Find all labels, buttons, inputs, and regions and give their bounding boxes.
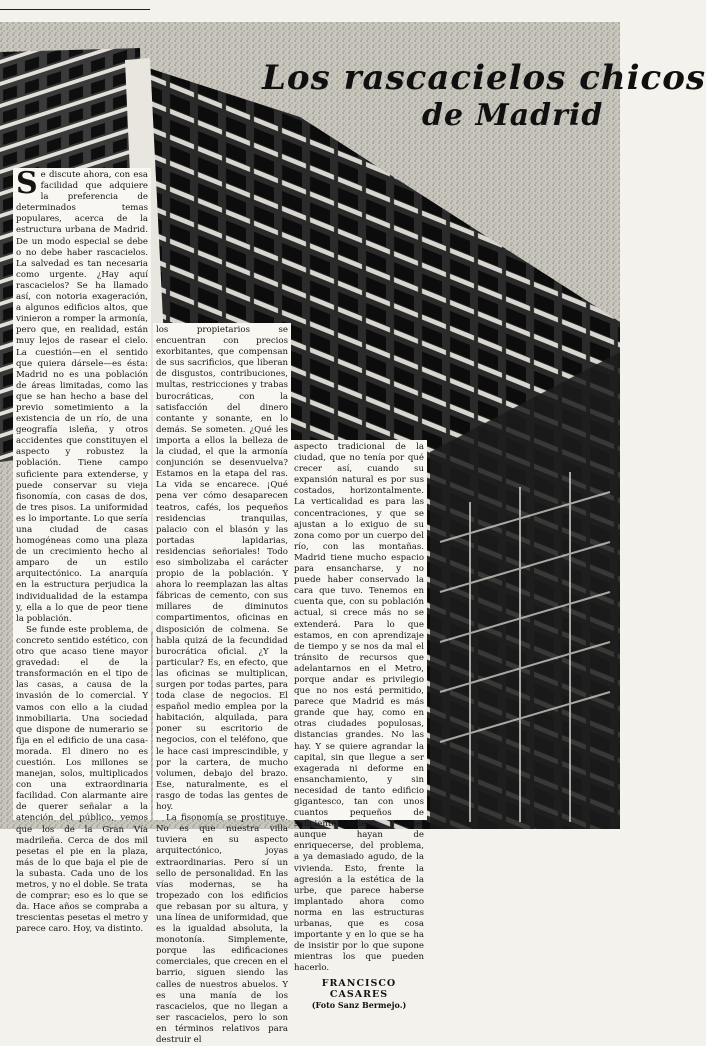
photo-credit: (Foto Sanz Bermejo.) [311, 999, 407, 1010]
article-column-2 [153, 323, 291, 1045]
top-rule [0, 9, 150, 10]
paragraph: Se funde este problema, de concreto sentido estético, con otro que acaso tiene mayor gravedad: el de la transformación en el tipo de las casas, a causa de la invasión de lo comercial. Y vamos con ello a la ciudad inmobiliaria. Una sociedad que dispone de numerario se fija en el edificio de una casa-morada. El dinero no es cuestión. Los millones se manejan, solos, multiplicados con una extraordinaria facilidad. Con alarmante aire de querer señalar a la atención del público, vemos que los de la Gran Vía madrileña. Cerca de dos mil pesetas el pie en la plaza, más de lo que baja el pie de la subasta. Cada uno de los metros, y no el doble. Se trata de comprar; eso es lo que se da. Hace años se compraba a trescientas pesetas el metro y parece caro. Hoy, va distinto. [16, 624, 148, 935]
paragraph: La fisonomía se prostituye. No es que nuestra villa tuviera en su aspecto arquitectónico, joyas extraordinarias. Pero sí un sello de personalidad. En las vías modernas, se ha tropezado con los edificios que rebasan por su altura, y una línea de uniformidad, que es la igualdad absoluta, la monotonía. Simplemente, porque las edificaciones comerciales, que crecen en el barrio, siguen siendo las calles de nuestros abuelos. Y es una manía de los rascacielos, que no llegan a ser rascacielos, pero lo son en términos relativos para destruir el [156, 813, 288, 1045]
paragraph: e discute ahora, con esa facilidad que adquiere la preferencia de determinados temas populares, acerca de la estructura urbana de Madrid. De un modo especial se debe o no debe haber rascacielos. La salvedad es tan necesaria como urgente. ¿Hay aquí rascacielos? Se ha llamado así, con notoria exageración, a algunos edificios altos, que vinieron a romper la armonía, pero que, en realidad, están muy lejos de rasear el cielo. La cuestión—en el sentido que quiera dársele—es ésta: Madrid no es una población de áreas limitadas, como las que se han hecho a base del previo sometimiento a la existencia de un río, de una geografía isleña, y otros accidentes que constituyen el aspecto y robustez la población. Tiene campo suficiente para extenderse, y puede conservar su vieja fisonomía, con casas de dos, de tres pisos. La uniformidad es lo importante. Lo que sería una ciudad de casas homogéneas como una plaza de un crecimiento hecho al amparo de un estilo arquitectónico. La anarquía en la estructura perjudica la individualidad de la estampa y, ella a lo que de peor tiene la población. [16, 170, 148, 624]
drop-cap: S [16, 166, 38, 201]
headline [262, 58, 706, 138]
article-column-1 [13, 166, 151, 935]
headline-line-1: Los rascacielos chicos [262, 58, 706, 98]
headline-line-2: de Madrid [422, 98, 604, 133]
article-column-3 [291, 440, 427, 1010]
paragraph: aspecto tradicional de la ciudad, que no tenía por qué crecer así, cuando su expansión natural es por sus costados, horizontalmente. La verticalidad es para las concentraciones, y que se ajustan a lo exiguo de su zona como por un cuerpo del río, con las montañas. Madrid tiene mucho espacio para ensancharse, y no puede haber conservado la cara que tuvo. Tenemos en cuenta que, con su población actual, si crece más no se extenderá. Para lo que estamos, en con aprendizaje de tiempo y se nos da mal el tránsito de recursos que adelantarnos en el Metro, porque andar es privilegio que no nos está permitido, parece que Madrid es más grande que hay, como en otras ciudades populosas, distancias grandes. No las hay. Y se quiere agrandar la capital, sin que llegue a ser exagerada ni deforme en ensanchamiento, y sin necesidad de tanto edificio gigantesco, tan con unos cuantos pequeños de suficiente relleno, y que, aunque hayan de enriquecerse, del problema, a ya demasiado agudo, de la vivienda. Esto, frente la agresión a la estética de la urbe, que parece haberse implantado ahora como norma en las estructuras urbanas, que es cosa importante y en lo que se ha de insistir por lo que supone mientras los que pueden hacerlo. [294, 442, 424, 974]
author-signature: FRANCISCO CASARES [321, 977, 397, 1000]
paragraph: los propietarios se encuentran con precios exorbitantes, que compensan de sus sacrificios, que liberan de disgustos, contribuciones, multas, restricciones y trabas burocráticas, con la satisfacción del dinero contante y sonante, en lo demás. Se someten. ¿Qué les importa a ellos la belleza de la ciudad, el que la armonía conjunción se desenvuelva? Estamos en la etapa del ras. La vida se encarece. ¡Qué pena ver cómo desaparecen teatros, cafés, los pequeños residencias tranquilas, palacio con el blasón y las portadas lapidarias, residencias señoriales! Todo eso simbolizaba el carácter propio de la población. Y ahora lo reemplazan las altas fábricas de cemento, con sus millares de diminutos compartimentos, oficinas en disposición de colmena. Se habla quizá de la fecundidad burocrática oficial. ¿Y la particular? Es, en efecto, que las oficinas se multiplican, surgen por todas partes, para toda clase de negocios. El español medio emplea por la habitación, alquilada, para poner su escritorio de negocios, con el teléfono, que le hace casi imprescindible, y por la cartera, de mucho volumen, debajo del brazo. Ese, naturalmente, es el rasgo de todas las gentes de hoy. [156, 325, 288, 813]
